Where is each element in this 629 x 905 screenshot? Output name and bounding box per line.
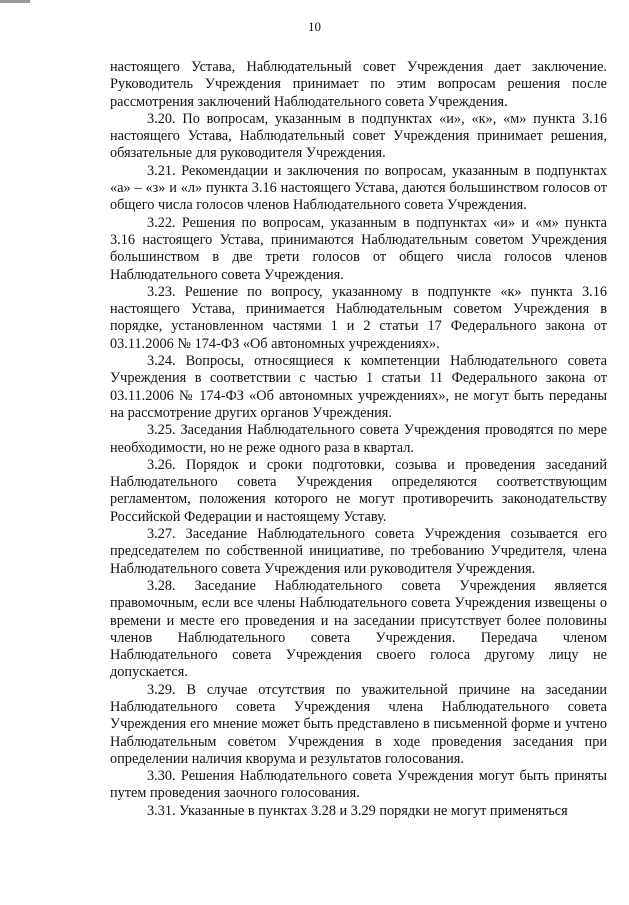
document-body (110, 59, 607, 820)
scan-edge-mark (0, 0, 30, 3)
paragraph-3-21: 3.21. Рекомендации и заключения по вопросам, указанным в подпунктах «а» – «з» и «л» пункта 3.16 настоящего Устава, даются большинством голосов от общего числа голосов членов Наблюдательного совета Учреждения. (110, 162, 607, 214)
paragraph-3-26: 3.26. Порядок и сроки подготовки, созыва и проведения заседаний Наблюдательного совета Учреждения определяются соответствующим регламентом, положения которого не могут противоречить законодательству Российской Федерации и настоящему Уставу. (110, 456, 607, 525)
paragraph-3-29: 3.29. В случае отсутствия по уважительной причине на заседании Наблюдательного совета Учреждения члена Наблюдательного совета Учреждения его мнение может быть представлено в письменной форме и учтено Наблюдательным советом Учреждения в ходе проведения заседания при определении наличия кворума и результатов голосования. (110, 681, 607, 767)
paragraph-3-25: 3.25. Заседания Наблюдательного совета Учреждения проводятся по мере необходимости, но не реже одного раза в квартал. (110, 422, 607, 456)
page-number: 10 (308, 19, 321, 34)
paragraph-continuation: настоящего Устава, Наблюдательный совет Учреждения дает заключение. Руководитель Учреждения принимает по этим вопросам решения после рассмотрения заключений Наблюдательного совета Учреждения. (110, 59, 607, 110)
paragraph-3-24: 3.24. Вопросы, относящиеся к компетенции Наблюдательного совета Учреждения в соответствии с частью 1 статьи 11 Федерального закона от 03.11.2006 № 174-ФЗ «Об автономных учреждениях», не могут быть переданы на рассмотрение других органов Учреждения. (110, 353, 607, 421)
paragraph-3-22: 3.22. Решения по вопросам, указанным в подпунктах «и» и «м» пункта 3.16 настоящего Устава, принимаются Наблюдательным советом Учреждения большинством в две трети голосов от общего числа голосов членов Наблюдательного совета Учреждения. (110, 214, 607, 283)
paragraph-3-30: 3.30. Решения Наблюдательного совета Учреждения могут быть приняты путем проведения заочного голосования. (110, 768, 607, 802)
paragraph-3-28: 3.28. Заседание Наблюдательного совета Учреждения является правомочным, если все члены Наблюдательного совета Учреждения извещены о времени и месте его проведения и на заседании присутствует более половины членов Наблюдательного совета Учреждения. Передача членом Наблюдательного совета Учреждения своего голоса другому лицу не допускается. (110, 577, 607, 681)
paragraph-3-31: 3.31. Указанные в пунктах 3.28 и 3.29 порядки не могут применяться (147, 802, 568, 819)
paragraph-3-27: 3.27. Заседание Наблюдательного совета Учреждения созывается его председателем по собственной инициативе, по требованию Учредителя, члена Наблюдательного совета Учреждения или руководителя Учреждения. (110, 526, 607, 577)
paragraph-3-23: 3.23. Решение по вопросу, указанному в подпункте «к» пункта 3.16 настоящего Устава, принимается Наблюдательным советом Учреждения в порядке, установленном частями 1 и 2 статьи 17 Федерального закона от 03.11.2006 № 174-ФЗ «Об автономных учреждениях». (110, 283, 607, 352)
paragraph-3-20: 3.20. По вопросам, указанным в подпунктах «и», «к», «м» пункта 3.16 настоящего Устава, Наблюдательный совет Учреждения принимает решения, обязательные для руководителя Учреждения. (110, 110, 607, 162)
